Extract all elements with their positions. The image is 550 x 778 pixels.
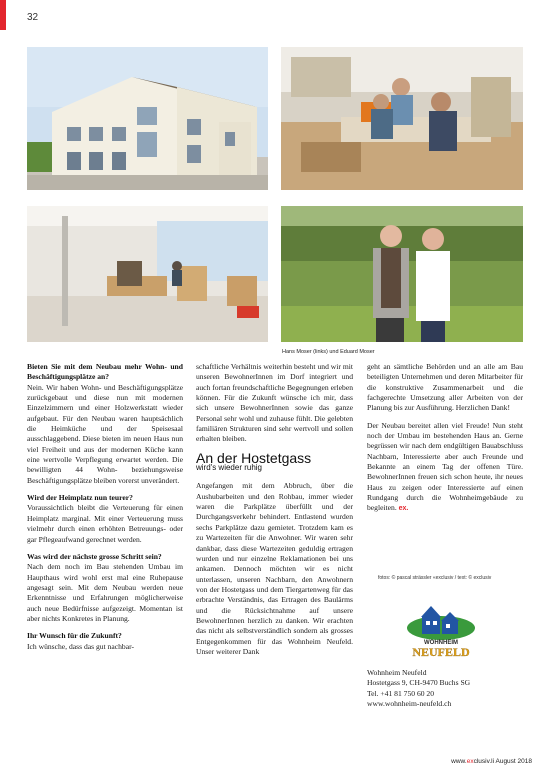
svg-text:WOHNHEIM: WOHNHEIM <box>424 640 458 646</box>
section-subtitle: wird's wieder ruhig <box>196 463 262 473</box>
workshop-people-photo <box>281 47 523 190</box>
building-photo <box>27 47 268 190</box>
answer-1: Nein. Wir haben Wohn- und Beschäftigungsplätze zurückgebaut und diese nun mit modernen Einzelzimmern und einer Holzwerkstatt wieder aufgebaut. Für den Neubau waren hauptsächlich die Heimküche und der Speisesaal ausschlaggebend. Diese bieten im neuen Haus nun viel Freiheit und aus der modernen Küche kann eine wertvolle Verpflegung erwartet werden. Die bewilligten 44 Wohn- beziehungsweise Beschäftigungsplätze bleiben vorerst unverändert. <box>27 382 183 485</box>
portrait-photo <box>281 206 523 342</box>
contact-address: Hostetgass 9, CH-9470 Buchs SG <box>367 678 471 688</box>
question-4: Ihr Wunsch für die Zukunft? <box>27 631 122 641</box>
photo-caption: Hans Moser (links) und Eduard Moser <box>282 349 375 355</box>
footer-prefix: www. <box>451 758 467 765</box>
end-mark: ex. <box>398 505 409 513</box>
article-column-3 <box>367 362 523 515</box>
contact-phone: Tel. +41 81 750 60 20 <box>367 688 435 698</box>
contact-website[interactable]: www.wohnheim-neufeld.ch <box>367 699 452 709</box>
column-2-intro: schaftliche Verhältnis weiterhin besteht und wir mit unseren BewohnerInnen im Dorf integriert und auch fortan freundschaftliche Begegnungen erleben können. Für die Zukunft wünsche ich mir, dass sich unsere BewohnerInnen sowie das ganze Personal sehr wohl und zuhause fühlt. Die gelebten familiären Strukturen sind sehr wertvoll und sollen erhalten bleiben. <box>196 362 353 444</box>
svg-text:NEUFELD: NEUFELD <box>412 645 470 658</box>
question-3: Was wird der nächste grosse Schritt sein? <box>27 551 162 561</box>
contact-block <box>367 668 527 710</box>
column-3-thanks: geht an sämtliche Behörden und an alle am Bau beteiligten Unternehmen und deren Mitarbeiter für die konstruktive Zusammenarbeit und die fachgerechte Umsetzung aller Arbeiten von der Planung bis zur Ausführung. Herzlichen Dank! <box>367 362 523 413</box>
footer-ex: ex <box>466 758 474 765</box>
footer <box>451 758 532 765</box>
answer-3: Nach dem noch im Bau stehenden Umbau im Haupthaus wird wohl erst mal eine Ruhepause angesagt sein. Mit dem Neubau werden neue Erkenntnisse und Erfahrungen möglicherweise auch neue Bedürfnisse aufgezeigt. Momentan ist aber nichts Konkretes in Planung. <box>27 562 183 623</box>
question-1: Bieten Sie mit dem Neubau mehr Wohn- und Beschäftigungsplätze an? <box>27 362 183 382</box>
answer-2: Voraussichtlich bleibt die Verteuerung für einen Heimplatz marginal. Mit einer Verteuerung muss vielmehr durch einen erhöhten Betreuungs- oder gar Pflegeaufwand gerechnet werden. <box>27 503 183 544</box>
article-column-2 <box>196 362 353 657</box>
contact-name: Wohnheim Neufeld <box>367 668 427 677</box>
question-2: Wird der Heimplatz nun teurer? <box>27 493 133 503</box>
interior-workshop-photo <box>27 206 268 342</box>
answer-4: Ich wünsche, dass das gut nachbar- <box>27 641 134 651</box>
column-3-closing: Der Neubau bereitet allen viel Freude! Nun steht noch der Umbau im bestehenden Haus an. Gerne begrüssen wir nach dem endgültigen Bauabschluss Nachbarn, Interessierte aber auch Freunde und Bekannte an einem Tag der offenen Türe. BewohnerInnen freuen sich schon heute, ihr neues Haus zu zeigen oder Interessierte auf einen Rundgang durch die Wohnheimgebäude zu begleiten. <box>367 420 523 513</box>
red-accent-bar <box>0 0 6 30</box>
article-column-1 <box>27 362 183 652</box>
section-title: An der Hostetgass <box>196 449 312 466</box>
page-number: 32 <box>27 12 39 23</box>
footer-suffix: clusiv.li August 2018 <box>473 758 532 765</box>
section-body: Angefangen mit dem Abbruch, über die Aushubarbeiten und den Rohbau, immer wieder waren die Parkplätze überfüllt und der Durchgangsverkehr behindert. Entlastend wurden sechs Parkplätze dazu gemietet. Trotzdem kam es zu Wartezeiten für die Anwohner. Wir waren sehr dankbar, dass diese Wartezeiten geduldig ertragen wurden und nur einzelne Reklamationen bei uns ankamen. Dennoch möchten wir es nicht unterlassen, unseren Nachbarn, den Anwohnern von der Hostetgass und dem Tiergartenweg für das erbrachte Verständnis, das Ertragen des Baulärms und die Rücksichtnahme auf unsere BewohnerInnen herzlich zu danken. Wir erachten das nicht als selbstverständlich sondern als grosses Entgegenkommen für das Wohnheim Neufeld. Unser weiterer Dank <box>196 481 353 656</box>
photo-credit: fotos: © pascal strässler «exclusiv / text: © exclusiv <box>378 575 492 581</box>
wohnheim-neufeld-logo <box>402 602 480 658</box>
